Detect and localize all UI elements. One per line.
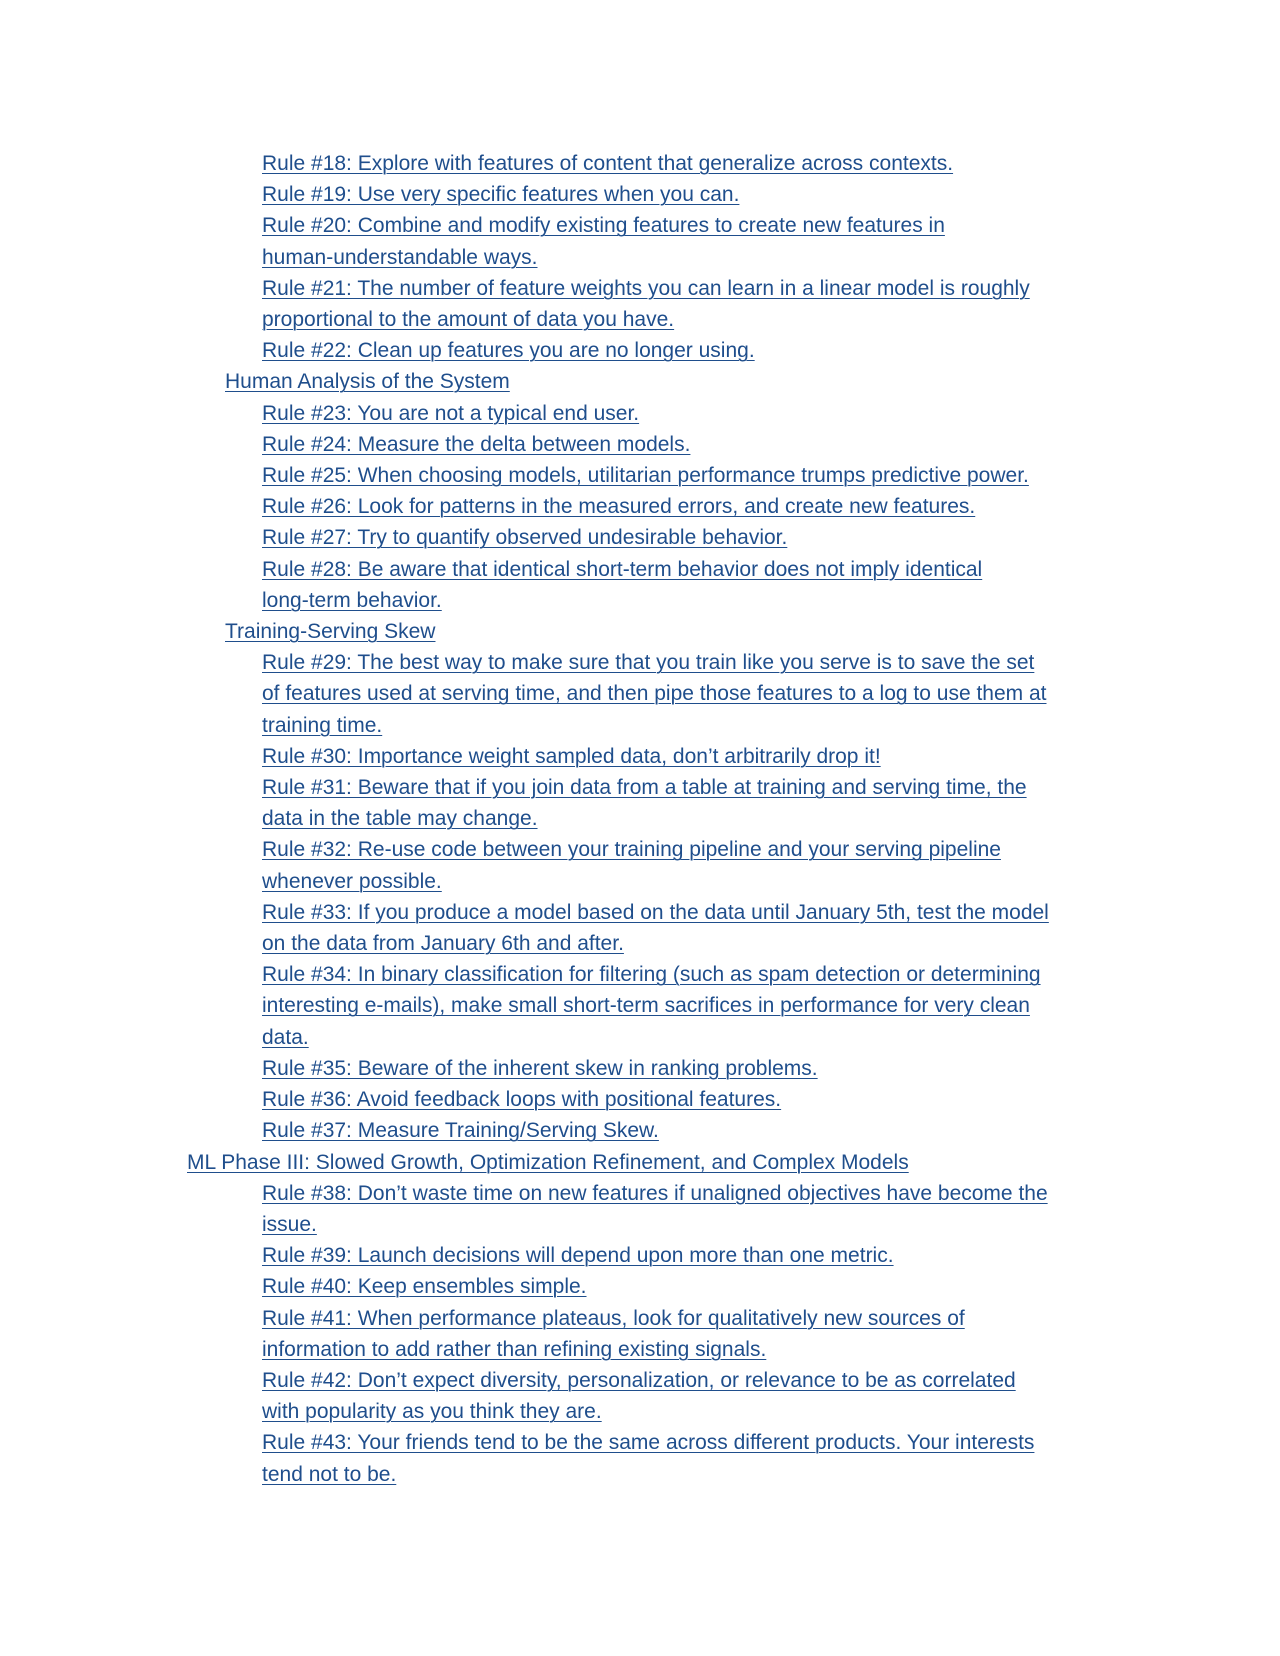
toc-rule-link[interactable]: tend not to be. [262,1462,397,1486]
toc-rule-link[interactable]: Rule #28: Be aware that identical short-term behavior does not imply identical [262,557,983,581]
toc-rule-link[interactable]: Rule #37: Measure Training/Serving Skew. [262,1119,659,1143]
toc-rule-link[interactable]: interesting e-mails), make small short-term sacrifices in performance for very clean [262,994,1030,1018]
toc-rule-link[interactable]: Rule #38: Don’t waste time on new features if unaligned objectives have become the [262,1181,1048,1205]
toc-rule-link[interactable]: Rule #35: Beware of the inherent skew in ranking problems. [262,1056,818,1080]
toc-rule-link[interactable]: long-term behavior. [262,588,442,612]
toc-rule-link[interactable]: Rule #34: In binary classification for filtering (such as spam detection or determining [262,963,1041,987]
toc-rule-link[interactable]: training time. [262,713,383,737]
toc-rule-link[interactable]: data in the table may change. [262,807,538,831]
table-of-contents [0,148,1280,1490]
toc-rule-link[interactable]: Rule #21: The number of feature weights you can learn in a linear model is roughly [262,276,1030,300]
toc-rule-link[interactable]: whenever possible. [262,869,442,893]
toc-rule-link[interactable]: Rule #33: If you produce a model based on the data until January 5th, test the model [262,900,1049,924]
toc-rule-link[interactable]: Rule #26: Look for patterns in the measured errors, and create new features. [262,495,976,519]
toc-rule-link[interactable]: of features used at serving time, and then pipe those features to a log to use them at [262,682,1047,706]
toc-rule-link[interactable]: Rule #41: When performance plateaus, look for qualitatively new sources of [262,1306,965,1330]
toc-rule-link[interactable]: Rule #24: Measure the delta between models. [262,432,691,456]
toc-rule-link[interactable]: Rule #36: Avoid feedback loops with positional features. [262,1088,782,1112]
toc-rule-link[interactable]: Rule #32: Re-use code between your training pipeline and your serving pipeline [262,838,1001,862]
toc-rule-link[interactable]: Rule #39: Launch decisions will depend upon more than one metric. [262,1244,894,1268]
toc-rule-link[interactable]: Rule #29: The best way to make sure that you train like you serve is to save the set [262,651,1035,675]
toc-rule-link[interactable]: Rule #43: Your friends tend to be the same across different products. Your interests [262,1431,1035,1455]
toc-rule-link[interactable]: Rule #18: Explore with features of content that generalize across contexts. [262,152,954,175]
toc-rule-link[interactable]: Rule #20: Combine and modify existing features to create new features in [262,214,945,238]
toc-rule-link[interactable]: issue. [262,1212,317,1236]
toc-rule-link[interactable]: Rule #30: Importance weight sampled data, don’t arbitrarily drop it! [262,744,881,768]
toc-rule-link[interactable]: Rule #22: Clean up features you are no longer using. [262,339,755,363]
toc-rule-link[interactable]: Rule #31: Beware that if you join data from a table at training and serving time, the [262,776,1027,800]
toc-rule-link[interactable]: human-understandable ways. [262,245,538,269]
toc-rule-link[interactable]: Rule #19: Use very specific features when you can. [262,183,740,207]
toc-rule-link[interactable]: Rule #23: You are not a typical end user. [262,401,640,425]
toc-section-link[interactable]: ML Phase III: Slowed Growth, Optimization Refinement, and Complex Models [187,1150,909,1174]
toc-rule-link[interactable]: proportional to the amount of data you have. [262,308,675,332]
toc-section-link[interactable]: Human Analysis of the System [225,370,510,394]
toc-section-link[interactable]: Training-Serving Skew [225,620,436,644]
toc-rule-link[interactable]: information to add rather than refining existing signals. [262,1337,767,1361]
toc-rule-link[interactable]: Rule #40: Keep ensembles simple. [262,1275,587,1299]
toc-rule-link[interactable]: Rule #27: Try to quantify observed undesirable behavior. [262,526,788,550]
toc-rule-link[interactable]: Rule #42: Don’t expect diversity, personalization, or relevance to be as correlated [262,1368,1016,1392]
toc-rule-link[interactable]: on the data from January 6th and after. [262,932,624,956]
toc-rule-link[interactable]: with popularity as you think they are. [262,1400,602,1424]
toc-rule-link[interactable]: data. [262,1025,309,1049]
toc-rule-link[interactable]: Rule #25: When choosing models, utilitarian performance trumps predictive power. [262,464,1029,488]
